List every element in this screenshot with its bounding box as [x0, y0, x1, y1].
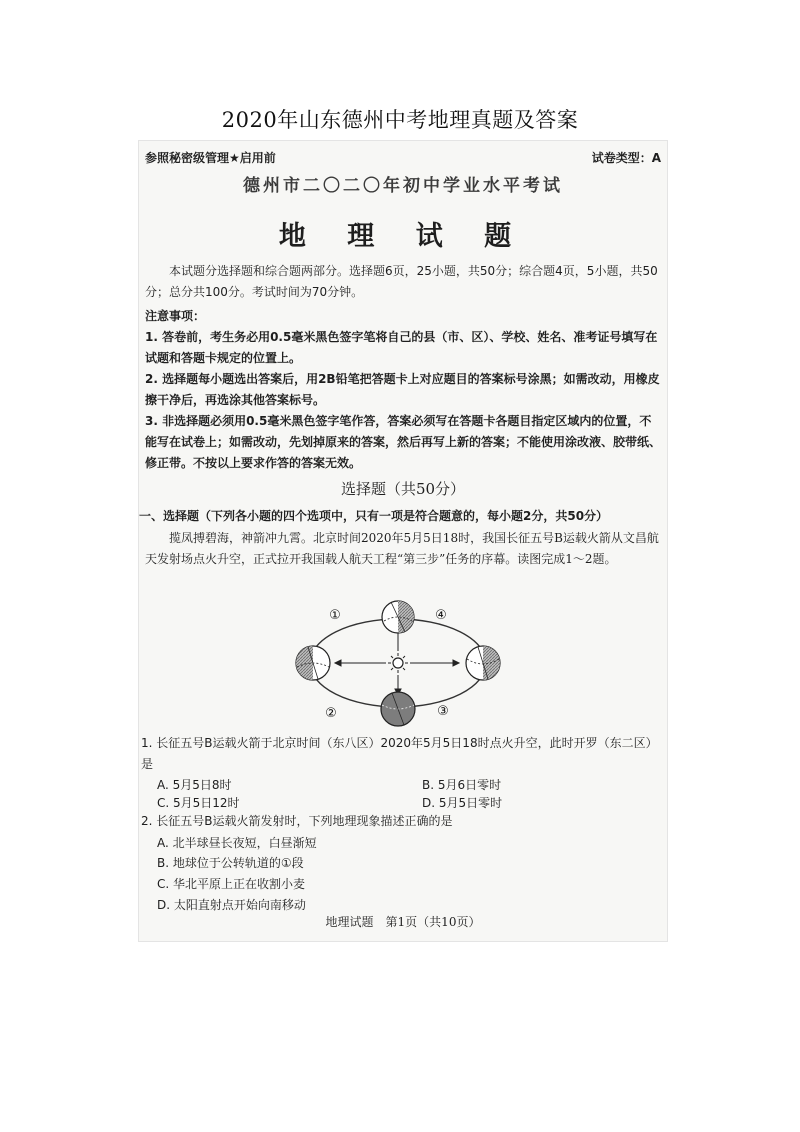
- earth-orbit-diagram: [291, 599, 505, 727]
- question-1-option-c: C. 5月5日12时: [157, 796, 240, 810]
- question-1-stem: 1. 长征五号B运载火箭于北京时间（东八区）2020年5月5日18时点火升空，此时开罗（东二区）是: [141, 736, 658, 771]
- reading-passage: 揽凤搏碧海，神箭冲九霄。北京时间2020年5月5日18时，我国长征五号B运载火箭从文昌航天发射场点火升空，正式拉开我国载人航天工程“第三步”任务的序幕。读图完成1～2题。: [145, 531, 659, 566]
- section-title: 选择题（共50分）: [340, 480, 466, 498]
- notice-item-2: 2. 选择题每小题选出答案后，用2B铅笔把答题卡上对应题目的答案标号涂黑；如需改动，用橡皮擦干净后，再选涂其他答案标号。: [145, 372, 660, 407]
- question-1-option-d: D. 5月5日零时: [422, 796, 503, 810]
- part-heading: 一、选择题（下列各小题的四个选项中，只有一项是符合题意的，每小题2分，共50分）: [139, 509, 609, 523]
- question-2-option-c: C. 华北平原上正在收割小麦: [157, 877, 306, 891]
- notice-item-1: 1. 答卷前，考生务必用0.5毫米黑色签字笔将自己的县（市、区）、学校、姓名、准考证号填写在试题和答题卡规定的位置上。: [145, 330, 658, 365]
- orbit-label-3: ③: [437, 704, 449, 719]
- question-1-option-b: B. 5月6日零时: [422, 778, 502, 792]
- notice-item-3: 3. 非选择题必须用0.5毫米黑色签字笔作答，答案必须写在答题卡各题目指定区域内的位置，不能写在试卷上；如需改动，先划掉原来的答案，然后再写上新的答案；不能使用涂改液、胶带纸、修正带。不按以上要求作答的答案无效。: [145, 414, 662, 470]
- question-2-option-d: D. 太阳直射点开始向南移动: [157, 898, 306, 912]
- question-2-option-a: A. 北半球昼长夜短，白昼渐短: [157, 836, 317, 850]
- orbit-label-2: ②: [325, 706, 337, 721]
- question-1-option-a: A. 5月5日8时: [157, 778, 232, 792]
- paper-type-label: 试卷类型：A: [591, 151, 661, 165]
- exam-name: 德州市二〇二〇年初中学业水平考试: [243, 176, 563, 196]
- intro-paragraph: 本试题分选择题和综合题两部分。选择题6页，25小题，共50分；综合题4页，5小题，共50分；总分共100分。考试时间为70分钟。: [145, 264, 658, 299]
- subject-title: 地 理 试 题: [278, 221, 528, 252]
- earth-globe-top: [382, 601, 414, 633]
- earth-globe-bottom: [381, 692, 415, 726]
- exam-page-scan: [138, 140, 668, 942]
- earth-globe-left: [296, 646, 330, 680]
- confidential-label: 参照秘密级管理★启用前: [145, 151, 276, 165]
- question-2-stem: 2. 长征五号B运载火箭发射时，下列地理现象描述正确的是: [141, 814, 453, 828]
- notice-title: 注意事项：: [145, 309, 206, 323]
- orbit-label-1: ①: [329, 608, 341, 623]
- sun-icon: [388, 653, 408, 673]
- earth-globe-right: [466, 646, 500, 680]
- page-footer: 地理试题 第1页（共10页）: [325, 915, 481, 929]
- document-title: 2020年山东德州中考地理真题及答案: [221, 108, 579, 132]
- orbit-label-4: ④: [435, 608, 447, 623]
- question-2-option-b: B. 地球位于公转轨道的①段: [157, 856, 304, 870]
